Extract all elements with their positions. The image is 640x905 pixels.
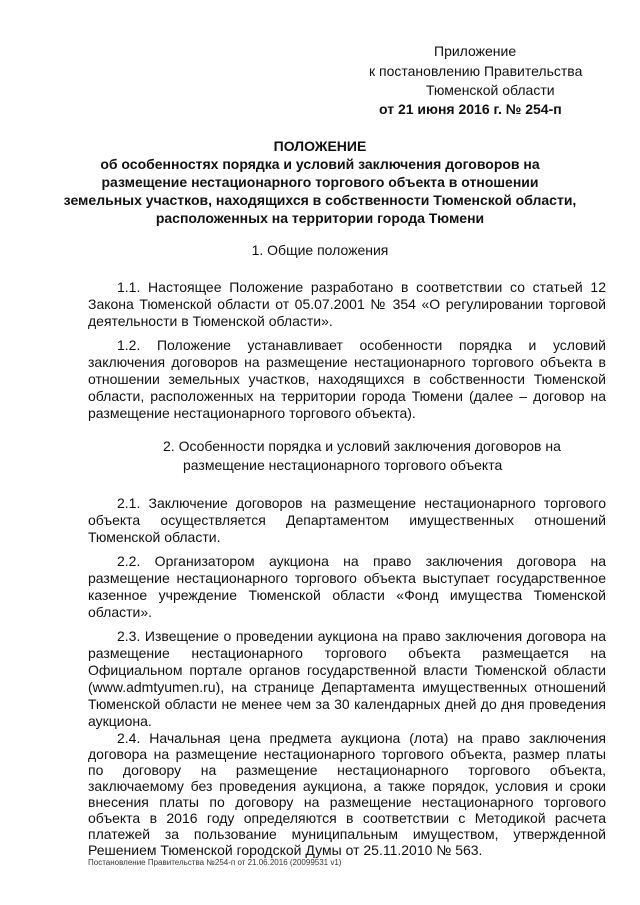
paragraph-2-3-line: Тюменской области не менее чем за 30 календарных дней до дня проведения xyxy=(88,696,606,712)
paragraph-2-2-line: области». xyxy=(88,604,153,620)
document-footer: Постановление Правительства №254-п от 21.06.2016 (20099531 v1) xyxy=(88,858,342,867)
paragraph-1-2-line: размещение нестационарного торгового объекта). xyxy=(88,405,416,421)
paragraph-1-1-line: Закона Тюменской области от 05.07.2001 № 354 «О регулировании торговой xyxy=(88,296,606,312)
appendix-line-3: Тюменской области xyxy=(426,82,555,98)
paragraph-2-3-line: Официальном портале органов государственной власти Тюменской области xyxy=(88,662,606,678)
paragraph-2-1-line: объекта осуществляется Департаментом имущественных отношений xyxy=(88,512,606,528)
paragraph-2-3-line: размещение нестационарного торгового объекта размещается на xyxy=(88,645,606,661)
paragraph-1-2-line: области, расположенных на территории города Тюмени (далее – договор на xyxy=(88,388,606,404)
document-title: ПОЛОЖЕНИЕ xyxy=(273,138,367,154)
paragraph-2-4-line: 2.4. Начальная цена предмета аукциона (лота) на право заключения xyxy=(117,730,606,746)
section-2-heading-line-2: размещение нестационарного торгового объекта xyxy=(183,457,503,473)
paragraph-2-2-line: казенное учреждение Тюменской области «Фонд имущества Тюменской xyxy=(88,587,606,603)
appendix-line-1: Приложение xyxy=(434,43,517,59)
paragraph-2-2-line: 2.2. Организатором аукциона на право заключения договора на xyxy=(117,553,606,569)
paragraph-1-1-line: 1.1. Настоящее Положение разработано в соответствии со статьей 12 xyxy=(117,279,606,295)
paragraph-2-3-line: 2.3. Извещение о проведении аукциона на право заключения договора на xyxy=(117,628,606,644)
section-2-heading-line-1: 2. Особенности порядка и условий заключения договоров на xyxy=(163,438,561,454)
paragraph-2-1-line: 2.1. Заключение договоров на размещение нестационарного торгового xyxy=(117,495,606,511)
title-line-3: земельных участков, находящихся в собственности Тюменской области, xyxy=(63,192,577,208)
paragraph-1-2-line: отношении земельных участков, находящихся в собственности Тюменской xyxy=(88,371,606,387)
appendix-line-2: к постановлению Правительства xyxy=(369,63,583,79)
title-line-4: расположенных на территории города Тюмени xyxy=(155,210,485,226)
paragraph-2-4-line: внесения платы по договору на размещение нестационарного торгового xyxy=(88,794,606,810)
title-line-1: об особенностях порядка и условий заключения договоров на xyxy=(100,156,540,172)
section-1-heading: 1. Общие положения xyxy=(251,242,389,258)
paragraph-1-2-line: 1.2. Положение устанавливает особенности порядка и условий xyxy=(117,337,606,353)
paragraph-2-3-line: (www.admtyumen.ru), на странице Департамента имущественных отношений xyxy=(88,679,606,695)
paragraph-2-4-line: заключаемому без проведения аукциона, а также порядок, условия и сроки xyxy=(88,778,606,794)
paragraph-2-2-line: размещение нестационарного торгового объекта выступает государственное xyxy=(88,570,606,586)
paragraph-2-4-line: Решением Тюменской городской Думы от 25.11.2010 № 563. xyxy=(88,842,483,858)
paragraph-2-4-line: платежей за пользование муниципальным имуществом, утвержденной xyxy=(88,826,606,842)
title-line-2: размещение нестационарного торгового объекта в отношении xyxy=(101,174,539,190)
paragraph-2-4-line: по договору на размещение нестационарного торгового объекта, xyxy=(88,762,606,778)
paragraph-2-4-line: объекта в 2016 году определяются в соответствии с Методикой расчета xyxy=(88,810,606,826)
paragraph-2-3-line: аукциона. xyxy=(88,713,152,729)
paragraph-1-2-line: заключения договоров на размещение нестационарного торгового объекта в xyxy=(88,354,606,370)
paragraph-1-1-line: деятельности в Тюменской области». xyxy=(88,313,333,329)
paragraph-2-1-line: Тюменской области. xyxy=(88,529,221,545)
paragraph-2-4-line: договора на размещение нестационарного торгового объекта, размер платы xyxy=(88,746,606,762)
appendix-date: от 21 июня 2016 г. № 254-п xyxy=(379,101,562,117)
